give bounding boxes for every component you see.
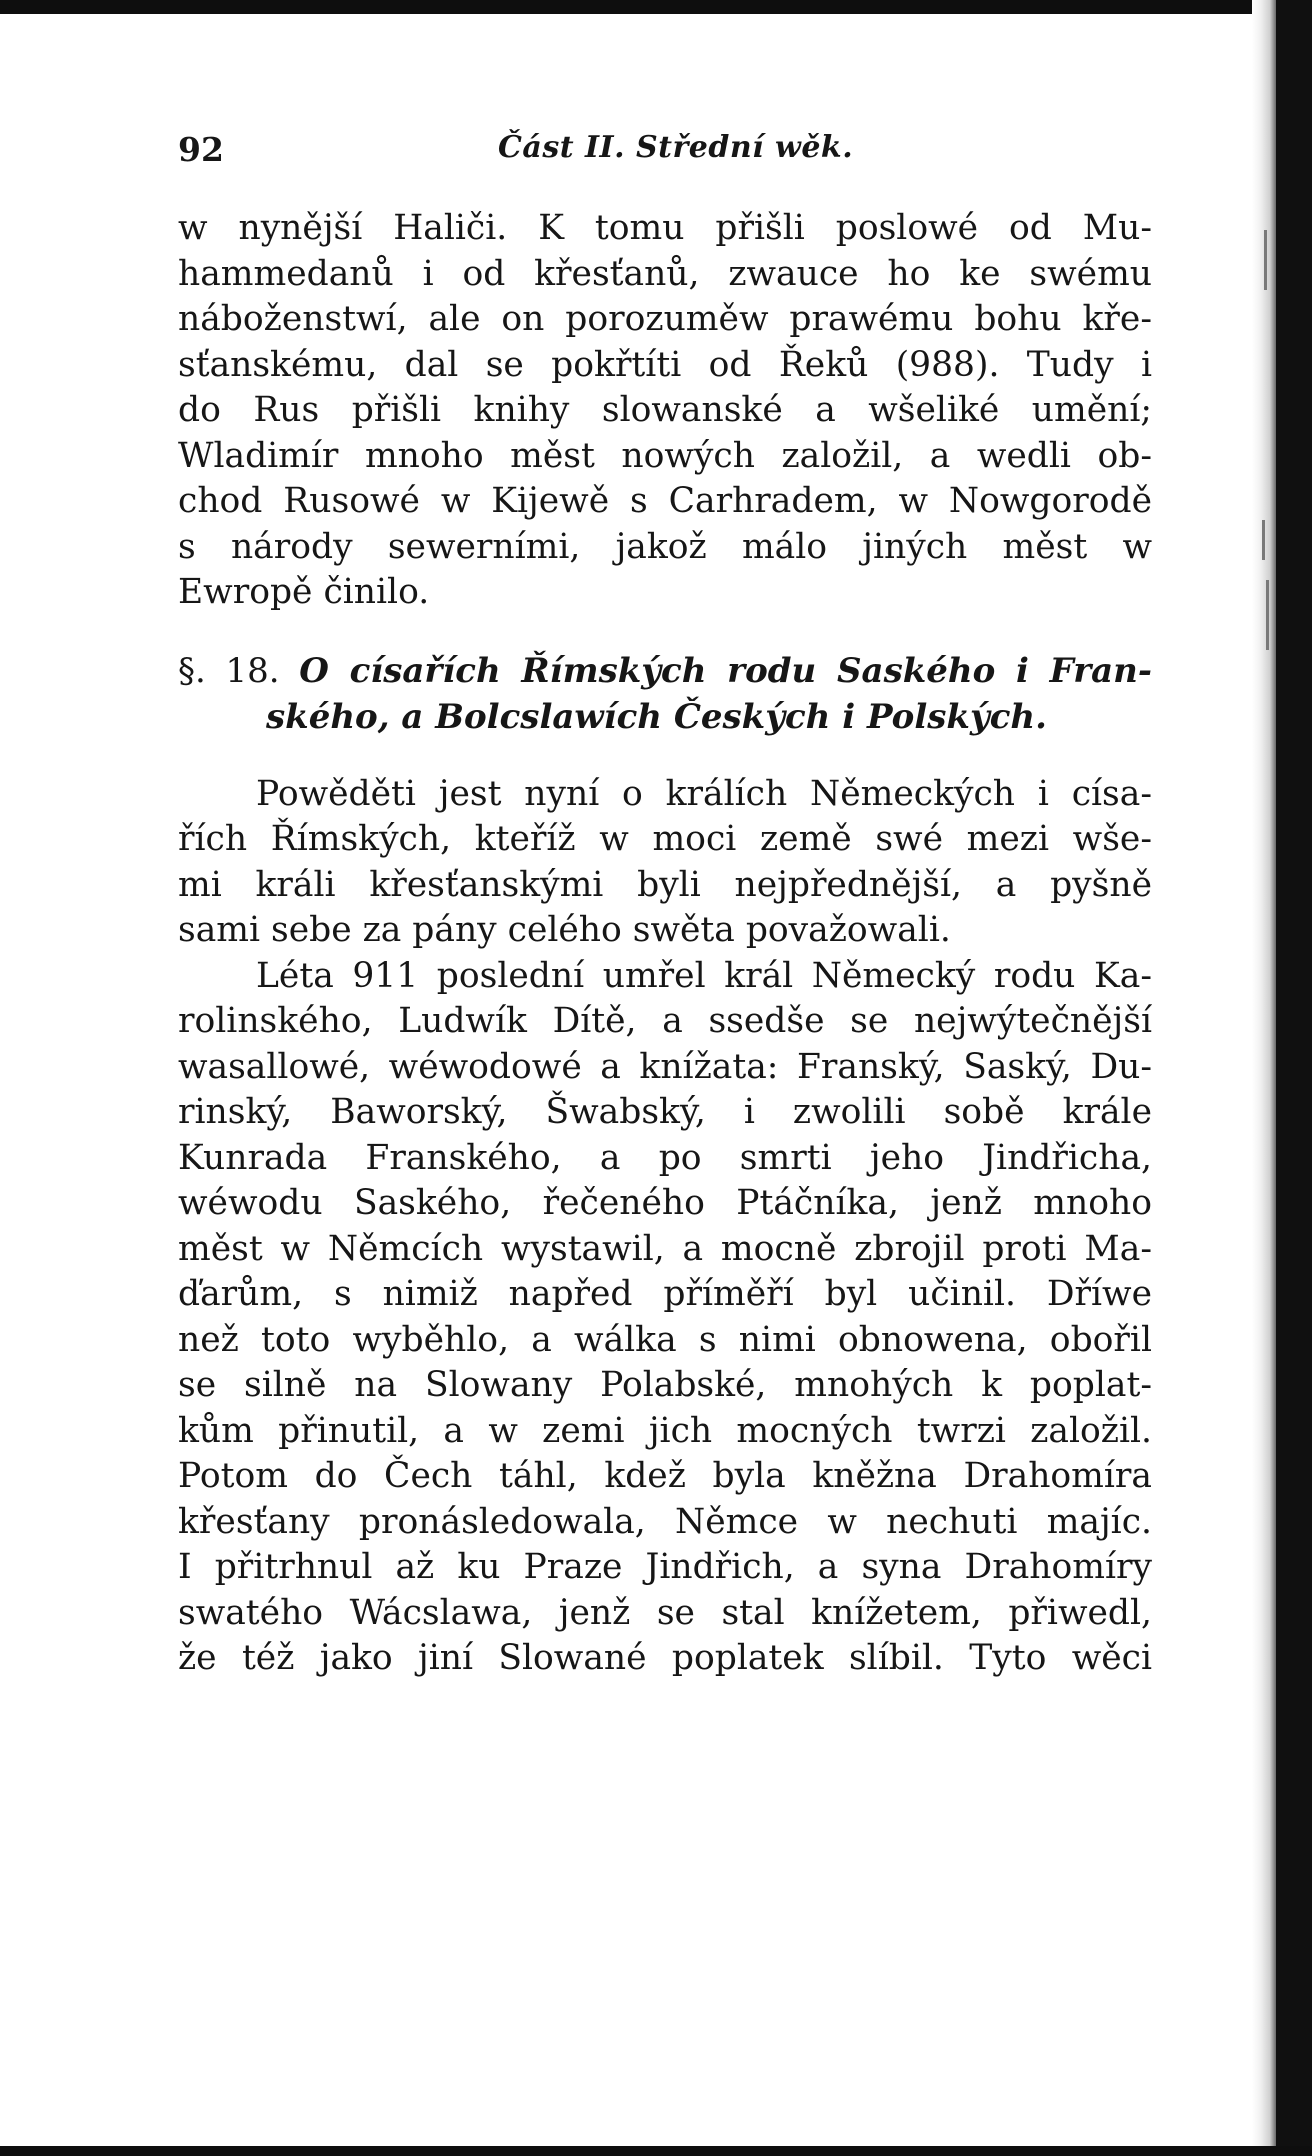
text-line: swatého Wácslawa, jenž se stal knížetem, přiwedl, [178,1592,1152,1633]
page-edge-shadow [1252,0,1276,2156]
paragraph-3 [178,954,1152,1682]
scan-border-top [0,0,1312,14]
text-line: kům přinutil, a w zemi jich mocných twrzi založil. [178,1410,1152,1451]
text-line: Ewropě činilo. [178,572,430,612]
text-line: než toto wyběhlo, a wálka s nimi obnowena, obořil [178,1319,1152,1360]
text-line: ďarům, s nimiž napřed příměří byl učinil. Dříwe [178,1274,1152,1314]
edge-mark [1264,230,1267,290]
text-line: měst w Němcích wystawil, a mocně zbrojil proti Ma- [178,1228,1152,1269]
running-title: Část II. Střední wěk. [498,130,854,165]
book-page [178,130,1152,1682]
text-line: sami sebe za pány celého swěta považowali. [178,910,951,950]
text-line: Léta 911 poslední umřel král Německý rodu Ka- [256,955,1152,996]
text-line: mi králi křesťanskými byli nejpřednější, a pyšně [178,864,1152,905]
text-line: wasallowé, wéwodowé a knížata: Franský, Saský, Du- [178,1046,1152,1087]
running-head [178,130,1152,180]
edge-mark [1266,580,1269,650]
text-line: rolinského, Ludwík Dítě, a ssedše se nejwýtečnější [178,1001,1152,1041]
edge-mark [1262,520,1265,560]
text-line: Kunrada Franského, a po smrti jeho Jindřicha, [178,1137,1152,1178]
paragraph-1 [178,206,1152,616]
section-heading [178,648,1152,740]
page-number: 92 [178,130,224,169]
scan-border-right [1276,0,1312,2156]
heading-line [178,694,1152,740]
section-mark: §. 18. [178,650,280,691]
heading-title-part-1: O císařích Římských rodu Saského i Fran- [299,650,1152,691]
text-line: s národy sewerními, jakož málo jiných měst w [178,526,1152,567]
text-line: řích Římských, kteříž w moci země swé mezi wše- [178,819,1152,859]
scan-border-bottom [0,2146,1312,2156]
text-line: se silně na Slowany Polabské, mnohých k poplat- [178,1365,1152,1405]
heading-line [178,648,1152,694]
text-line: křesťany pronásledowala, Němce w nechuti majíc. [178,1501,1152,1542]
text-line: chod Rusowé w Kijewě s Carhradem, w Nowgorodě [178,481,1152,521]
text-line: sťanskému, dal se pokřtíti od Řeků (988). Tudy i [178,344,1152,385]
text-line: že též jako jiní Slowané poplatek slíbil. Tyto wěci [178,1638,1152,1678]
text-line: I přitrhnul až ku Praze Jindřich, a syna Drahomíry [178,1547,1152,1587]
text-line: w nynější Haliči. K tomu přišli poslowé od Mu- [178,208,1152,248]
text-line: wéwodu Saského, řečeného Ptáčníka, jenž mnoho [178,1183,1152,1223]
text-line: hammedanů i od křesťanů, zwauce ho ke swému [178,253,1152,294]
text-line: rinský, Baworský, Šwabský, i zwolili sobě krále [178,1092,1152,1132]
text-line: náboženstwí, ale on porozuměw prawému bohu kře- [178,299,1152,339]
text-line: Potom do Čech táhl, kdež byla kněžna Drahomíra [178,1456,1152,1496]
paragraph-2 [178,772,1152,954]
text-line: do Rus přišli knihy slowanské a wšeliké umění; [178,390,1152,430]
text-line: Wladimír mnoho měst nowých založil, a wedli ob- [178,435,1152,476]
heading-title-part-2: ského, a Bolcslawích Českých i Polských. [266,696,1047,737]
text-line: Powěděti jest nyní o králích Německých i císa- [256,773,1152,814]
